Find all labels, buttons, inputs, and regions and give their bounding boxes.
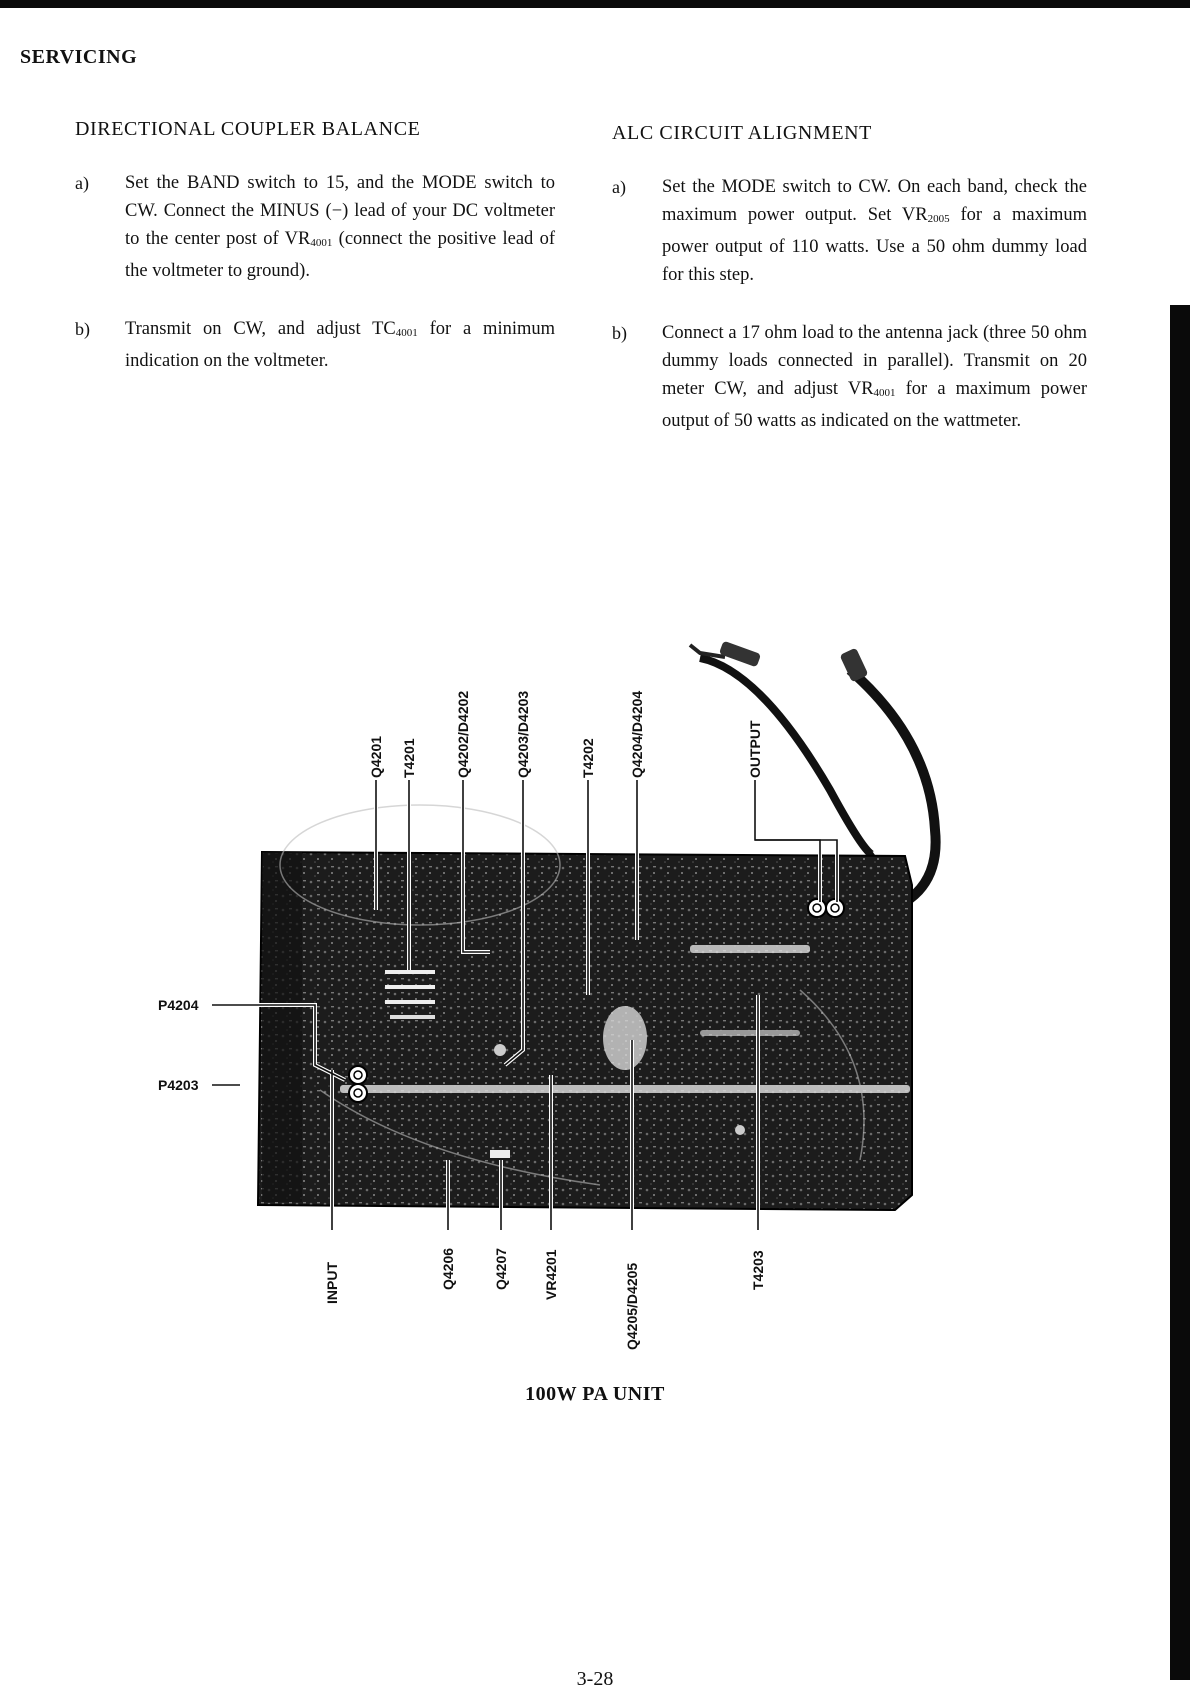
step-letter: a): [612, 177, 626, 197]
top-component-labels: [368, 691, 763, 778]
step-text: Set the MODE switch to CW. On each band, check the maximum power output. Set $VR_{2005}$ for a maximum power output of 110 watts. Use a 50 ohm dummy load for this step.: [662, 177, 1087, 285]
right-step-b: [612, 319, 1087, 435]
alc-alignment-column: [612, 122, 1087, 465]
label-q4206: Q4206: [440, 1247, 456, 1290]
page-number: 3-28: [576, 1668, 614, 1690]
right-step-a: [612, 173, 1087, 289]
pa-board-photo: [258, 805, 912, 1210]
step-text: Connect a 17 ohm load to the antenna jack (three 50 ohm dummy loads connected in parallel). Transmit on 20 meter CW, and adjust $VR_{4001}$ for a maximum power output of 50 watts as indicated on the wattmeter.: [662, 323, 1087, 431]
step-letter: b): [75, 319, 90, 339]
pa-unit-photo-diagram: [0, 640, 1190, 1380]
bottom-component-labels: [324, 1248, 766, 1350]
left-step-a: [75, 169, 555, 285]
directional-coupler-heading: DIRECTIONAL COUPLER BALANCE: [75, 118, 421, 140]
label-t4202: T4202: [580, 738, 596, 778]
label-t4203: T4203: [750, 1250, 766, 1290]
alc-alignment-heading: ALC CIRCUIT ALIGNMENT: [612, 122, 873, 144]
pa-unit-figure: [0, 640, 1190, 1380]
top-border: [0, 0, 1190, 8]
label-t4201: T4201: [401, 738, 417, 778]
figure-caption: 100W PA UNIT: [525, 1383, 665, 1405]
label-output: OUTPUT: [747, 720, 763, 778]
label-q4204-d4204: Q4204/D4204: [629, 690, 645, 778]
label-q4201: Q4201: [368, 735, 384, 778]
step-letter: b): [612, 323, 627, 343]
section-title: SERVICING: [20, 46, 138, 68]
label-q4202-d4202: Q4202/D4202: [455, 690, 471, 778]
label-vr4201: VR4201: [543, 1249, 559, 1300]
step-text: Transmit on CW, and adjust $TC_{4001}$ for a minimum indication on the voltmeter.: [125, 319, 556, 371]
step-letter: a): [75, 173, 89, 193]
label-q4203-d4203: Q4203/D4203: [515, 690, 531, 778]
label-p4203: P4203: [158, 1077, 199, 1093]
side-component-labels: [158, 997, 199, 1093]
left-step-b: [75, 315, 555, 375]
label-q4205-d4205: Q4205/D4205: [624, 1262, 640, 1350]
label-p4204: P4204: [158, 997, 199, 1013]
directional-coupler-column: [75, 118, 555, 405]
label-input: INPUT: [324, 1262, 340, 1304]
step-text: Set the BAND switch to 15, and the MODE switch to CW. Connect the MINUS (−) lead of your DC voltmeter to the center post of $VR_{4001}$ (connect the positive lead of the voltmeter to ground).: [125, 173, 556, 281]
label-q4207: Q4207: [493, 1247, 509, 1290]
